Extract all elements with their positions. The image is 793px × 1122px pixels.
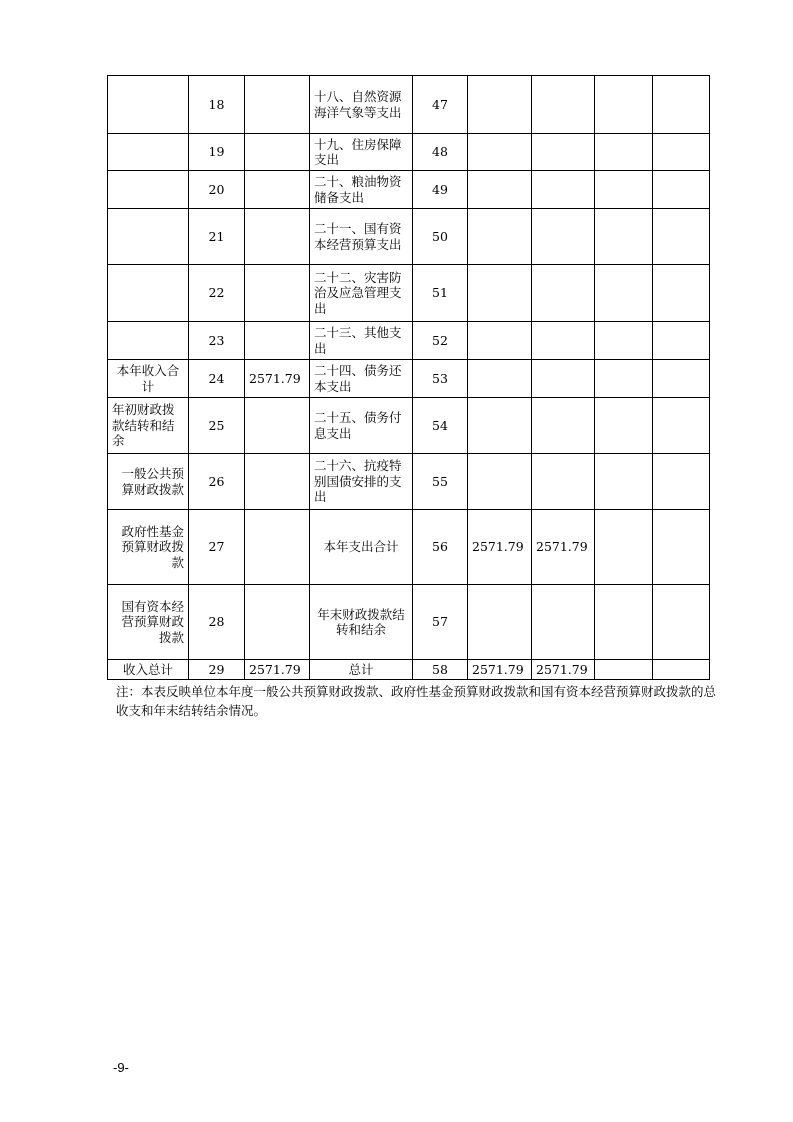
income-value	[245, 134, 310, 171]
expense-line-no: 58	[413, 660, 468, 680]
expense-capital	[653, 510, 710, 585]
income-line-no: 28	[189, 585, 245, 660]
income-label	[108, 322, 189, 360]
table-row	[108, 322, 710, 360]
expense-line-no: 51	[413, 265, 468, 322]
expense-general	[532, 322, 595, 360]
expense-total	[468, 360, 532, 398]
expense-general	[532, 398, 595, 454]
income-value: 2571.79	[245, 360, 310, 398]
income-value	[245, 585, 310, 660]
table-row	[108, 134, 710, 171]
expense-total	[468, 134, 532, 171]
expense-total	[468, 585, 532, 660]
expense-capital	[653, 360, 710, 398]
expense-item: 二十六、抗疫特别国债安排的支出	[310, 454, 413, 510]
expense-item: 二十、粮油物资储备支出	[310, 171, 413, 209]
table-row	[108, 398, 710, 454]
expense-item: 十八、自然资源海洋气象等支出	[310, 76, 413, 134]
expense-line-no: 48	[413, 134, 468, 171]
income-value	[245, 265, 310, 322]
expense-line-no: 54	[413, 398, 468, 454]
expense-total	[468, 454, 532, 510]
income-line-no: 29	[189, 660, 245, 680]
income-line-no: 26	[189, 454, 245, 510]
income-label	[108, 171, 189, 209]
expense-fund	[595, 660, 653, 680]
table-row	[108, 510, 710, 585]
expense-line-no: 56	[413, 510, 468, 585]
expense-total	[468, 171, 532, 209]
expense-general	[532, 171, 595, 209]
expense-line-no: 47	[413, 76, 468, 134]
income-value	[245, 76, 310, 134]
income-value	[245, 454, 310, 510]
expense-capital	[653, 76, 710, 134]
table-row	[108, 360, 710, 398]
expense-total	[468, 76, 532, 134]
expense-total	[468, 398, 532, 454]
income-label: 国有资本经营预算财政拨款	[108, 585, 189, 660]
income-label	[108, 209, 189, 265]
expense-item: 本年支出合计	[310, 510, 413, 585]
income-label	[108, 134, 189, 171]
income-line-no: 23	[189, 322, 245, 360]
table-row	[108, 660, 710, 680]
income-value	[245, 510, 310, 585]
expense-general	[532, 585, 595, 660]
expense-item: 二十二、灾害防治及应急管理支出	[310, 265, 413, 322]
expense-item: 十九、住房保障支出	[310, 134, 413, 171]
page-number: -9-	[113, 1060, 129, 1075]
income-value: 2571.79	[245, 660, 310, 680]
income-line-no: 24	[189, 360, 245, 398]
expense-capital	[653, 322, 710, 360]
income-line-no: 21	[189, 209, 245, 265]
income-value	[245, 209, 310, 265]
expense-item: 二十一、国有资本经营预算支出	[310, 209, 413, 265]
expense-item: 二十三、其他支出	[310, 322, 413, 360]
expense-capital	[653, 585, 710, 660]
income-label: 本年收入合计	[108, 360, 189, 398]
expense-line-no: 50	[413, 209, 468, 265]
expense-capital	[653, 134, 710, 171]
income-value	[245, 322, 310, 360]
expense-fund	[595, 76, 653, 134]
expense-capital	[653, 171, 710, 209]
income-line-no: 20	[189, 171, 245, 209]
expense-fund	[595, 265, 653, 322]
expense-line-no: 57	[413, 585, 468, 660]
income-line-no: 19	[189, 134, 245, 171]
expense-fund	[595, 398, 653, 454]
expense-fund	[595, 454, 653, 510]
expense-fund	[595, 510, 653, 585]
income-line-no: 25	[189, 398, 245, 454]
expense-item: 二十四、债务还本支出	[310, 360, 413, 398]
expense-capital	[653, 265, 710, 322]
income-line-no: 27	[189, 510, 245, 585]
table-row	[108, 585, 710, 660]
expense-line-no: 53	[413, 360, 468, 398]
income-line-no: 22	[189, 265, 245, 322]
expense-fund	[595, 585, 653, 660]
expense-line-no: 52	[413, 322, 468, 360]
expense-capital	[653, 454, 710, 510]
income-value	[245, 398, 310, 454]
expense-general	[532, 209, 595, 265]
table-row	[108, 76, 710, 134]
expense-item: 年末财政拨款结转和结余	[310, 585, 413, 660]
expense-general	[532, 360, 595, 398]
income-label: 收入总计	[108, 660, 189, 680]
expense-fund	[595, 171, 653, 209]
expense-general	[532, 454, 595, 510]
income-label: 一般公共预算财政拨款	[108, 454, 189, 510]
income-label: 政府性基金预算财政拨款	[108, 510, 189, 585]
income-label	[108, 265, 189, 322]
expense-capital	[653, 398, 710, 454]
expense-fund	[595, 134, 653, 171]
expense-fund	[595, 360, 653, 398]
expense-total: 2571.79	[468, 510, 532, 585]
expense-capital	[653, 660, 710, 680]
expense-capital	[653, 209, 710, 265]
income-value	[245, 171, 310, 209]
expense-general	[532, 134, 595, 171]
expense-line-no: 49	[413, 171, 468, 209]
expense-general: 2571.79	[532, 660, 595, 680]
table-note: 注：本表反映单位本年度一般公共预算财政拨款、政府性基金预算财政拨款和国有资本经营预算财政拨款的总收支和年末结转结余情况。	[116, 684, 717, 718]
expense-item: 二十五、债务付息支出	[310, 398, 413, 454]
table-row	[108, 454, 710, 510]
expense-total	[468, 322, 532, 360]
expense-general: 2571.79	[532, 510, 595, 585]
table-row	[108, 265, 710, 322]
financial-table	[107, 75, 710, 680]
expense-fund	[595, 209, 653, 265]
expense-total	[468, 265, 532, 322]
expense-total: 2571.79	[468, 660, 532, 680]
expense-line-no: 55	[413, 454, 468, 510]
income-line-no: 18	[189, 76, 245, 134]
income-label	[108, 76, 189, 134]
expense-general	[532, 265, 595, 322]
table-row	[108, 209, 710, 265]
expense-total	[468, 209, 532, 265]
expense-fund	[595, 322, 653, 360]
income-label: 年初财政拨款结转和结余	[108, 398, 189, 454]
expense-general	[532, 76, 595, 134]
table-row	[108, 171, 710, 209]
expense-item: 总计	[310, 660, 413, 680]
